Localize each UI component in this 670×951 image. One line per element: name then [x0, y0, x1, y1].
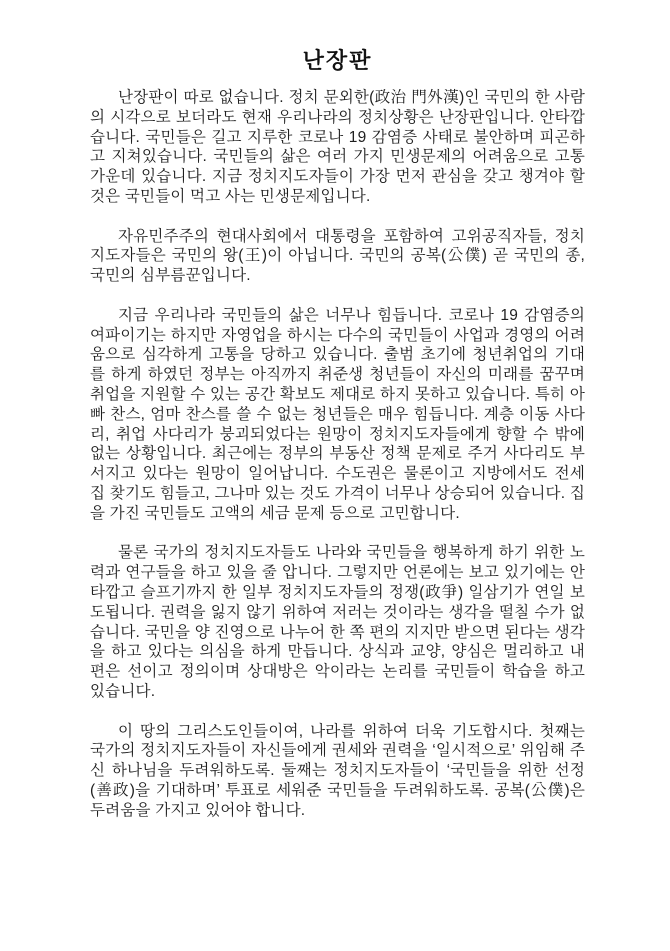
- paragraph-hardships: 지금 우리나라 국민들의 삶은 너무나 힘듭니다. 코로나 19 감염증의 여파이기는 하지만 자영업을 하시는 다수의 국민들이 사업과 경영의 어려움으로 심각하게 고통을 당하고 있습니다. 출범 초기에 청년취업의 기대를 하게 하였던 정부는 아직까지 취준생 청년들이 자신의 미래를 꿈꾸며 취업을 지원할 수 있는 공간 확보도 제대로 하지 못하고 있습니다. 특히 아빠 찬스, 엄마 찬스를 쓸 수 없는 청년들은 매우 힘듭니다. 계층 이동 사다리, 취업 사다리가 붕괴되었다는 원망이 정치지도자들에게 향할 수 밖에 없는 상황입니다. 최근에는 정부의 부동산 정책 문제로 주거 사다리도 부서지고 있다는 원망이 일어납니다. 수도권은 물론이고 지방에서도 전세 집 찾기도 힘들고, 그나마 있는 것도 가격이 너무나 상승되어 있습니다. 집을 가진 국민들도 고액의 세금 문제 등으로 고민합니다.: [90, 306, 585, 522]
- paragraph-intro: 난장판이 따로 없습니다. 정치 문외한(政治 門外漢)인 국민의 한 사람의 시각으로 보더라도 현재 우리나라의 정치상황은 난장판입니다. 안타깝습니다. 국민들은 길고 지루한 코로나 19 감염증 사태로 불안하며 피곤하고 지쳐있습니다. 국민들의 삶은 여러 가지 민생문제의 어려움으로 고통 가운데 있습니다. 지금 정치지도자들이 가장 먼저 관심을 갖고 챙겨야 할 것은 국민들이 먹고 사는 민생문제입니다.: [90, 89, 585, 205]
- page-title: 난장판: [302, 48, 373, 73]
- paragraph-political-strife: 물론 국가의 정치지도자들도 나라와 국민들을 행복하게 하기 위한 노력과 연구들을 하고 있을 줄 압니다. 그렇지만 언론에는 보고 있기에는 안타깝고 슬프기까지 한 일부 정치지도자들의 정쟁(政爭) 일삼기가 연일 보도됩니다. 권력을 잃지 않기 위하여 저러는 것이라는 생각을 떨칠 수가 없습니다. 국민을 양 진영으로 나누어 한 쪽 편의 지지만 받으면 된다는 생각을 하고 있다는 의심을 하게 만듭니다. 상식과 교양, 양심은 멀리하고 내 편은 선이고 정의이며 상대방은 악이라는 논리를 국민들이 학습을 하고 있습니다.: [90, 544, 585, 700]
- paragraph-public-servants: 자유민주주의 현대사회에서 대통령을 포함하여 고위공직자들, 정치지도자들은 국민의 왕(王)이 아닙니다. 국민의 공복(公僕) 곧 국민의 종, 국민의 심부름꾼입니다.: [90, 227, 585, 285]
- paragraph-call-to-prayer: 이 땅의 그리스도인들이여, 나라를 위하여 더욱 기도합시다. 첫째는 국가의 정치지도자들이 자신들에게 권세와 권력을 ‘일시적으로’ 위임해 주신 하나님을 두려워하도록. 둘째는 정치지도자들이 ‘국민들을 위한 선정(善政)을 기대하며’ 투표로 세워준 국민들을 두려워하도록. 공복(公僕)은 두려움을 가지고 있어야 합니다.: [90, 722, 585, 819]
